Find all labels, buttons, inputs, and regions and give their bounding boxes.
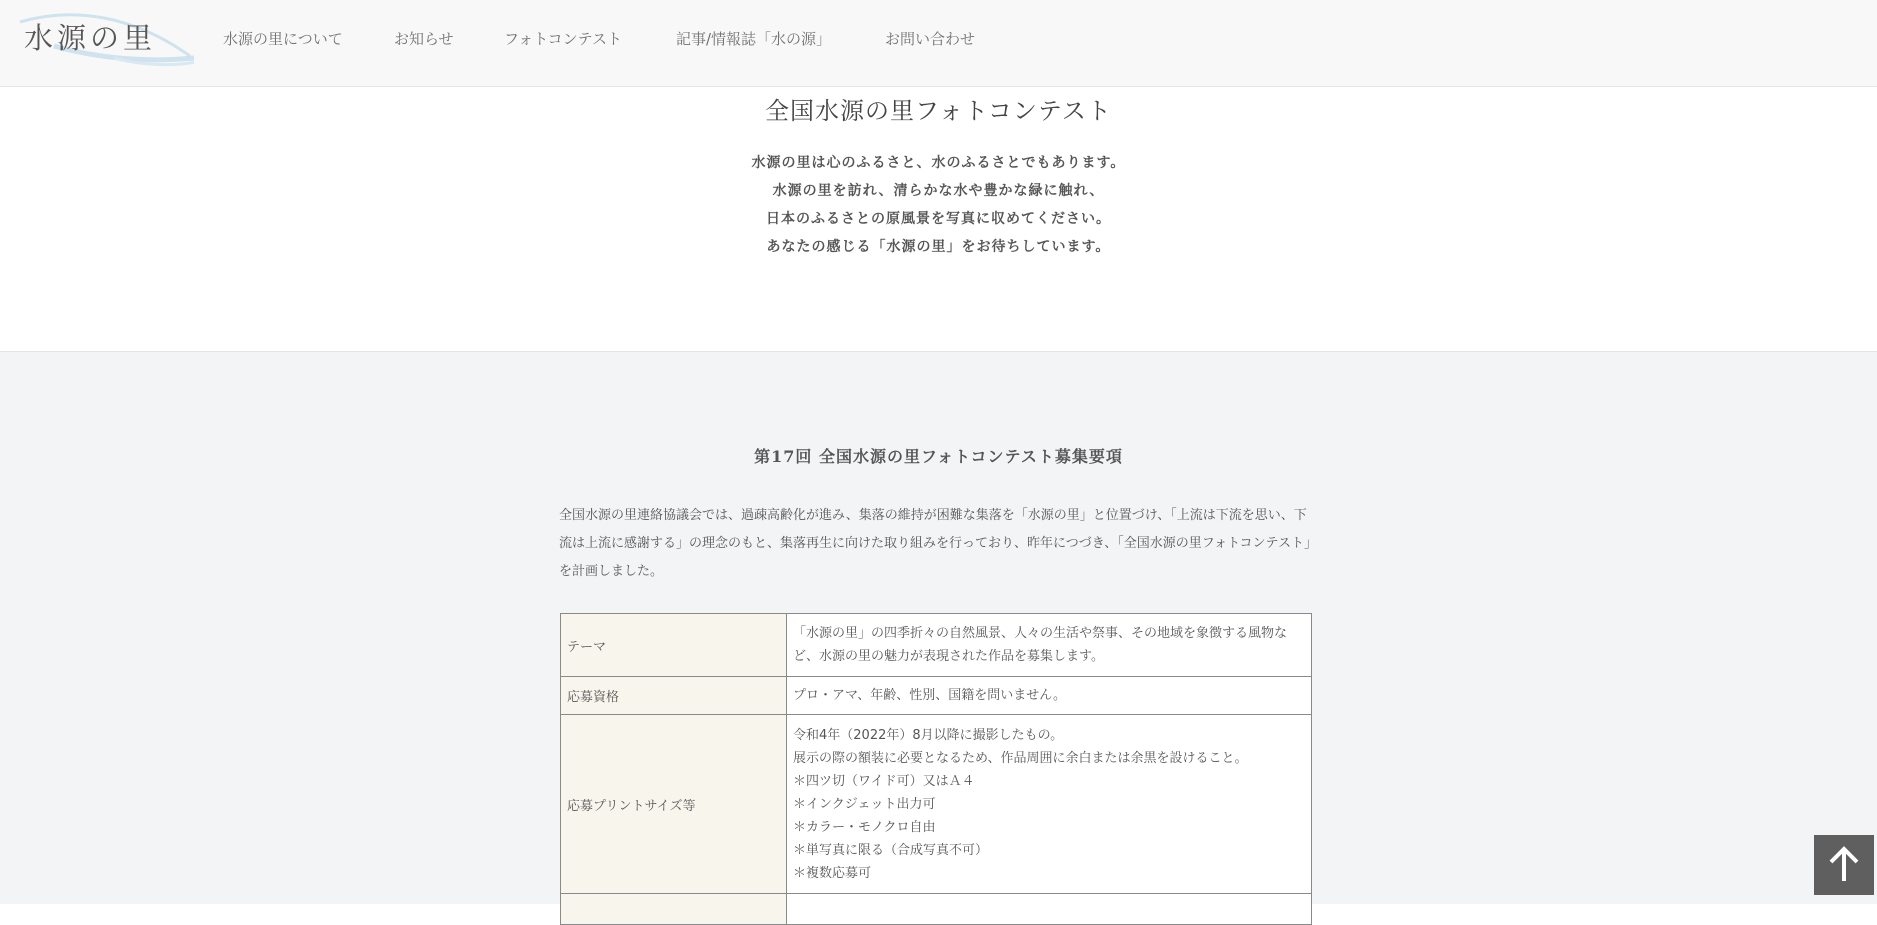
eligibility-value: プロ・アマ、年齢、性別、国籍を問いません。 — [787, 677, 1312, 715]
nav-magazine[interactable]: 記事/情報誌「水の源」 — [676, 30, 832, 48]
hero-line: 水源の里を訪れ、清らかな水や豊かな緑に触れ、 — [772, 183, 1105, 199]
guidelines-table — [560, 613, 1312, 925]
size-value — [787, 715, 1312, 894]
table-row — [561, 894, 1312, 925]
nav-photo-contest[interactable]: フォトコンテスト — [504, 30, 623, 48]
size-line: 展示の際の額装に必要となるため、作品周囲に余白または余黒を設けること。 — [793, 750, 1248, 766]
hero-message — [0, 149, 1877, 261]
theme-label: テーマ — [561, 614, 787, 677]
guidelines-title: 第17回 全国水源の里フォトコンテスト募集要項 — [754, 447, 1123, 466]
size-line: ＊単写真に限る（合成写真不可） — [793, 842, 989, 858]
nav-contact[interactable]: お問い合わせ — [885, 30, 976, 48]
size-line: ＊インクジェット出力可 — [793, 796, 936, 812]
arrow-up-icon — [1814, 835, 1874, 895]
table-row — [561, 677, 1312, 715]
nav-news[interactable]: お知らせ — [394, 30, 454, 48]
hero-line: 日本のふるさとの原風景を写真に収めてください。 — [766, 211, 1111, 227]
size-line: 令和4年（2022年）8月以降に撮影したもの。 — [793, 727, 1064, 743]
site-logo[interactable] — [14, 6, 194, 68]
guidelines-section — [0, 351, 1877, 904]
next-row-label — [561, 894, 787, 925]
table-row — [561, 715, 1312, 894]
hero-section — [0, 87, 1877, 351]
table-row — [561, 614, 1312, 677]
next-row-value — [787, 894, 1312, 925]
size-label: 応募プリントサイズ等 — [561, 715, 787, 894]
hero-line: 水源の里は心のふるさと、水のふるさとでもあります。 — [751, 155, 1126, 171]
site-header — [0, 0, 1877, 87]
logo-text: 水源の里 — [24, 21, 157, 55]
page-title: 全国水源の里フォトコンテスト — [765, 97, 1112, 125]
size-line: ＊四ツ切（ワイド可）又はＡ４ — [793, 773, 975, 789]
eligibility-label: 応募資格 — [561, 677, 787, 715]
nav-about[interactable]: 水源の里について — [223, 30, 343, 48]
back-to-top-button[interactable] — [1814, 835, 1874, 895]
size-line: ＊複数応募可 — [793, 865, 872, 881]
size-line: ＊カラー・モノクロ自由 — [793, 819, 936, 835]
theme-value: 「水源の里」の四季折々の自然風景、人々の生活や祭事、その地域を象徴する風物など、水源の里の魅力が表現された作品を募集します。 — [787, 614, 1312, 677]
guidelines-intro: 全国水源の里連絡協議会では、過疎高齢化が進み、集落の維持が困難な集落を「水源の里」と位置づけ、「上流は下流を思い、下流は上流に感謝する」の理念のもと、集落再生に向けた取り組みを行っており、昨年につづき、「全国水源の里フォトコンテスト」を計画しました。 — [559, 508, 1311, 579]
hero-line: あなたの感じる「水源の里」をお待ちしています。 — [766, 239, 1111, 255]
